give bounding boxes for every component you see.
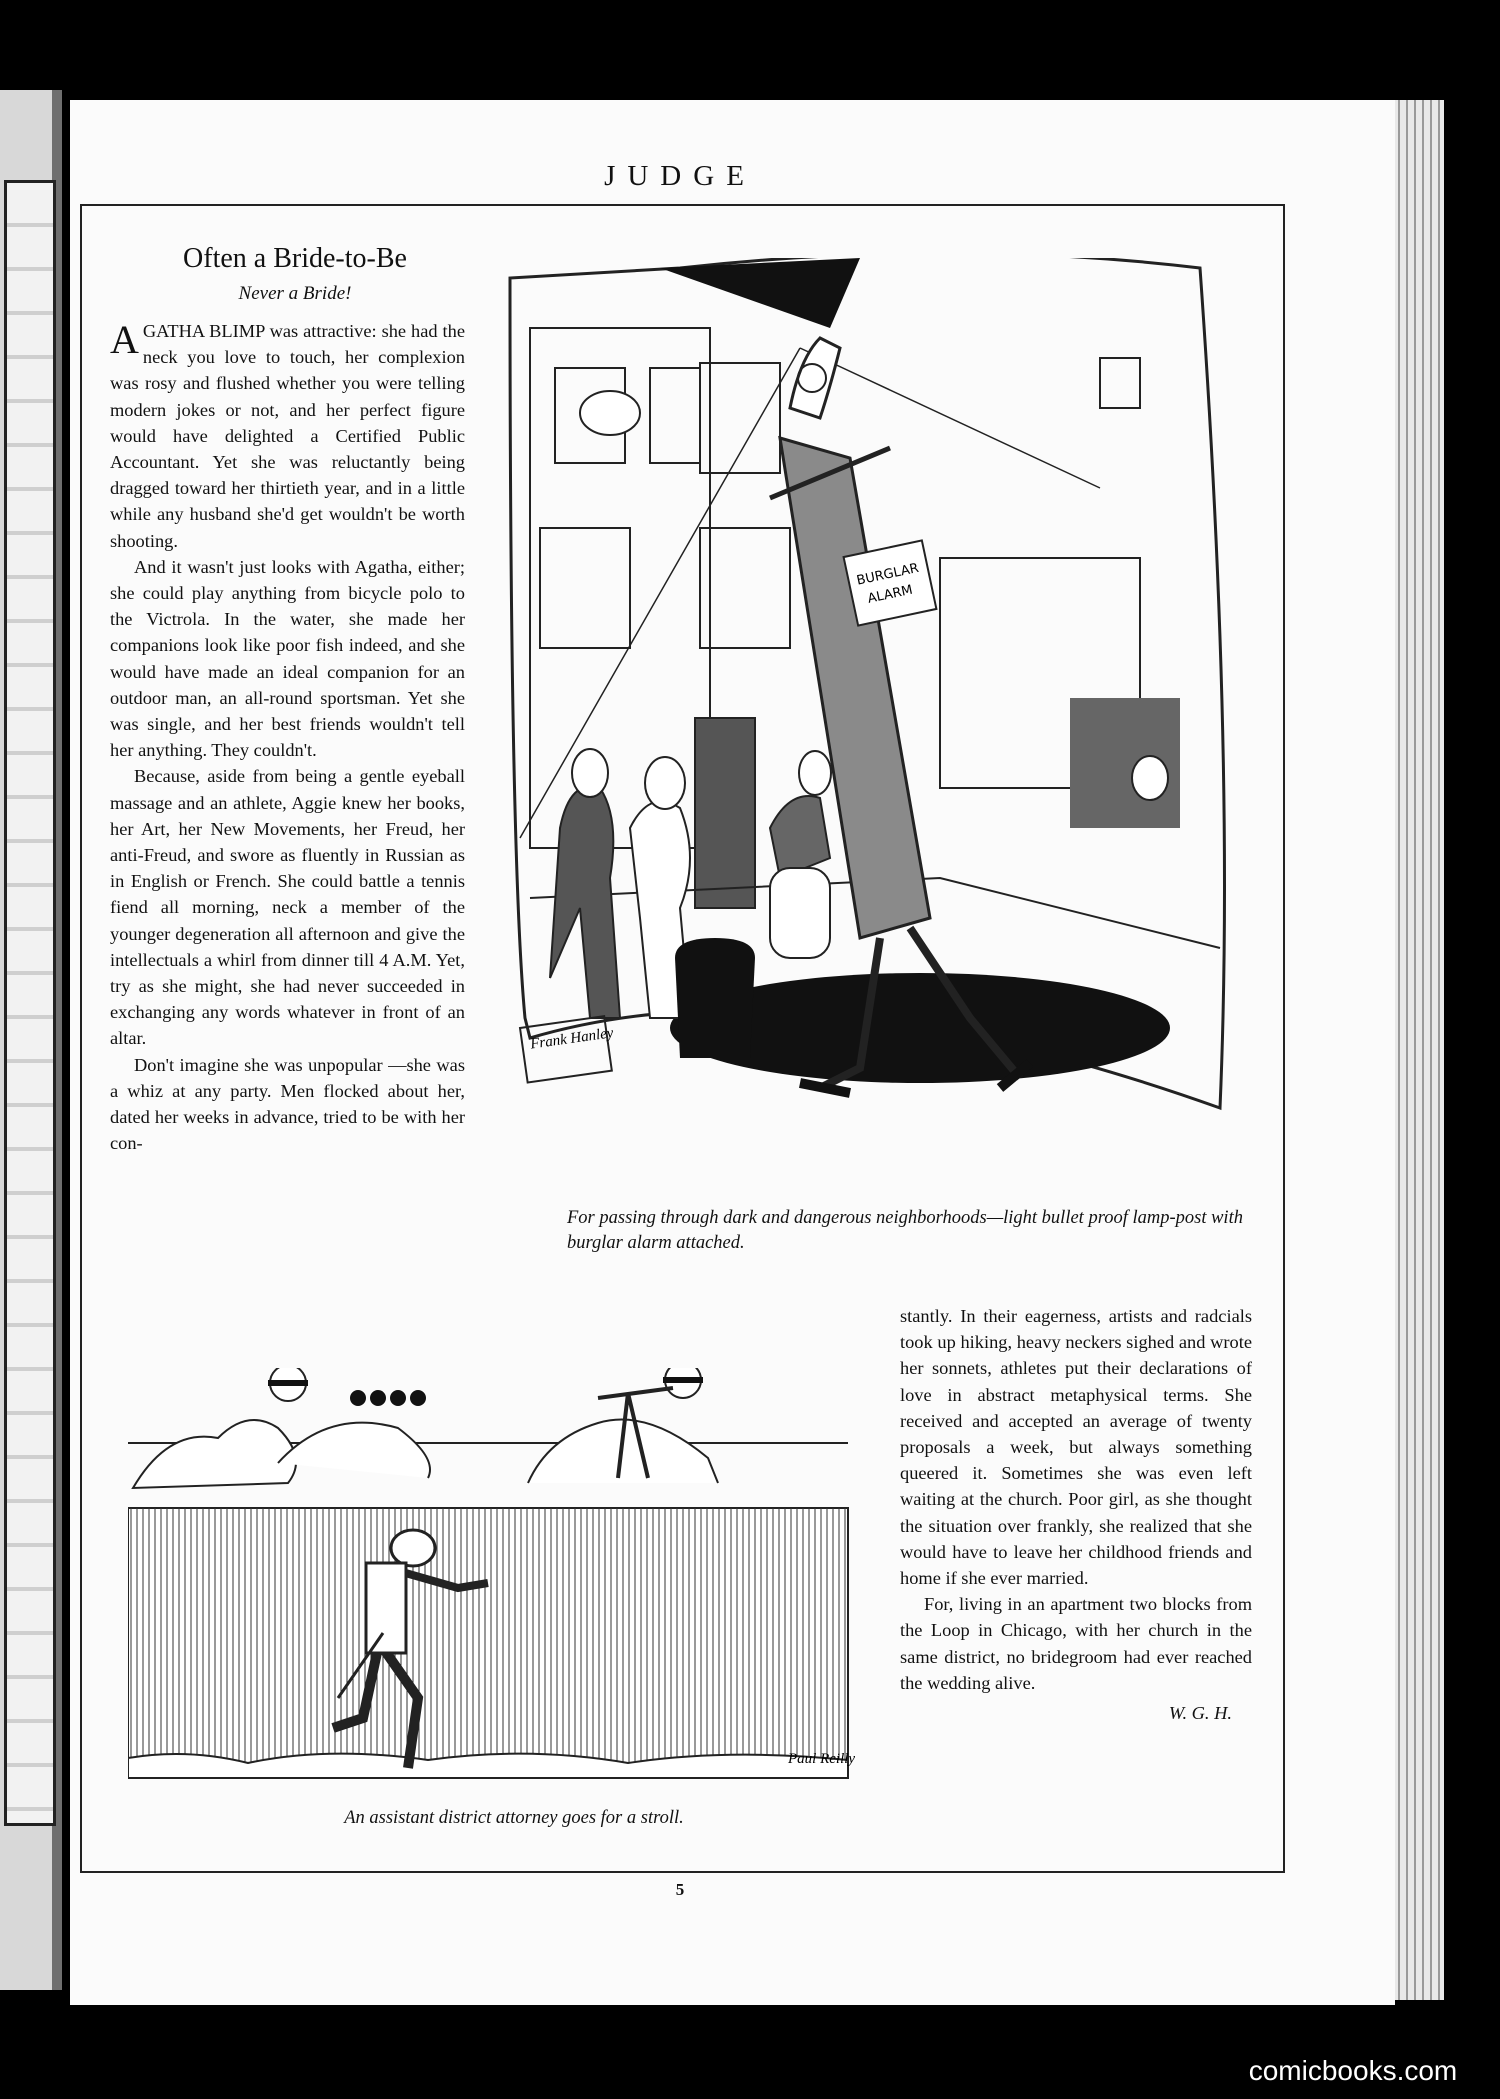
window xyxy=(650,368,700,463)
paragraph xyxy=(110,318,465,554)
burglar-alarm-sign: BURGLAR xyxy=(855,560,921,589)
barrel xyxy=(770,868,830,958)
paragraph: And it wasn't just looks with Agatha, either; she could play anything from bicycle polo to the Victrola. In the water, she made her companions look like poor fish indeed, and she would have made an ideal companion for an outdoor man, an all-round sportsman. Yet she was single, and her best friends wouldn't tell her anything. They couldn't. xyxy=(110,556,465,761)
window xyxy=(540,528,630,648)
man-in-window xyxy=(1132,756,1168,800)
svg-text:ALARM: ALARM xyxy=(866,582,915,607)
right-page-edges xyxy=(1392,100,1444,2000)
artist-signature xyxy=(520,1015,619,1082)
svg-text:Frank Hanley: Frank Hanley xyxy=(529,1025,615,1053)
paragraph-text: GATHA BLIMP was attractive: she had the neck you love to touch, her complexion was rosy and flushed whether you were telling modern jokes or not, and her perfect figure would have delighted a Certified Public Accountant. Yet she was reluctantly being dragged toward her thirtieth year, and in a little while any husband she'd get wouldn't be worth shooting. xyxy=(110,321,465,551)
window xyxy=(700,363,780,473)
left-page-art-fragment xyxy=(4,180,56,1826)
fire-hydrant xyxy=(675,938,755,1058)
grass-strip-scene xyxy=(128,1508,848,1778)
text-column-right xyxy=(900,1303,1252,1726)
artist-signature: Paul Reilly xyxy=(788,1751,856,1767)
article-subtitle: Never a Bride! xyxy=(238,283,352,304)
paragraph: Don't imagine she was unpopular —she was a whiz at any party. Men flocked about her, dated her weeks in advance, tried to be with her con- xyxy=(110,1054,465,1154)
paragraph: stantly. In their eagerness, artists and radcials took up hiking, heavy neckers sighed and wrote her sonnets, athletes put their declarations of love in abstract metaphysical terms. She received and accepted an average of twenty proposals a week, but always something queered it. Sometimes she was even left waiting at the church. Poor girl, as she thought the situation over frankly, she realized that she would have to leave her childhood friends and home if she ever married. xyxy=(900,1306,1252,1589)
cartoon-caption: An assistant district attorney goes for a stroll. xyxy=(344,1808,684,1828)
chimney xyxy=(1100,358,1140,408)
watermark: comicbooks.com xyxy=(1248,2055,1458,2086)
paragraph: For, living in an apartment two blocks from the Loop in Chicago, with her church in the same district, no bridegroom had ever reached the wedding alive. xyxy=(900,1594,1252,1693)
drop-cap: A xyxy=(110,317,139,362)
woman-in-window xyxy=(580,391,640,435)
page-number: 5 xyxy=(675,1880,685,1899)
hill-ambush-scene xyxy=(128,1368,848,1488)
cartoon-caption: For passing through dark and dangerous neighborhoods—light bullet proof lamp-post with burglar alarm attached. xyxy=(567,1208,1243,1253)
window xyxy=(700,528,790,648)
lamp-post-cartoon xyxy=(500,258,1240,1153)
text-column-left xyxy=(110,318,465,1157)
author-signature: W. G. H. xyxy=(1168,1703,1232,1724)
night-sky xyxy=(660,258,860,328)
district-attorney-cartoon xyxy=(128,1368,858,1793)
article-title: Often a Bride-to-Be xyxy=(183,243,407,274)
running-head: JUDGE xyxy=(604,160,756,192)
paragraph: Because, aside from being a gentle eyeball massage and an athlete, Aggie knew her books, her Art, her New Movements, her Freud, her anti-Freud, and swore as fluently in Russian as in English or French. She could battle a tennis fiend all morning, neck a member of the younger degeneration all afternoon and give the intellectuals a whirl from dinner till 4 A.M. Yet, try as she might, she had never succeeded in exchanging any words whatever in front of an altar. xyxy=(110,766,465,1049)
doorway xyxy=(695,718,755,908)
